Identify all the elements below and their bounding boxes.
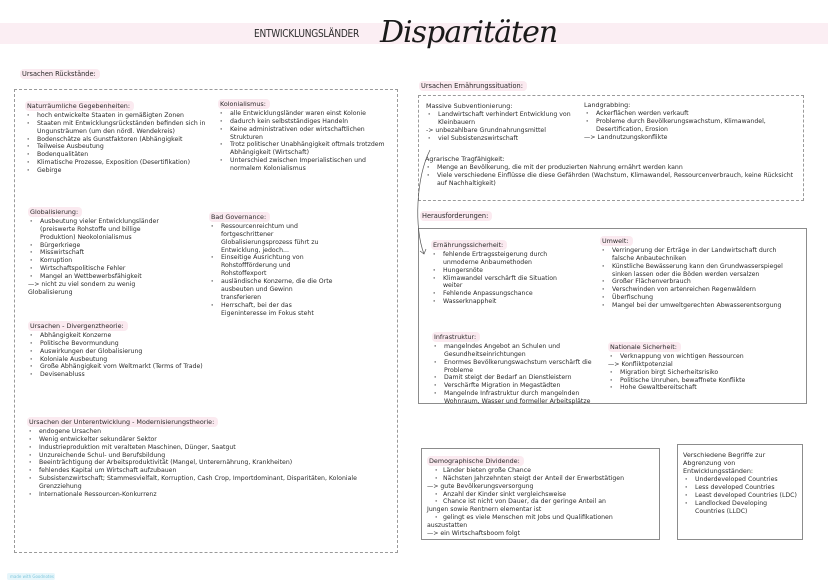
- arrow-text: —> ein Wirtschaftsboom folgt: [427, 530, 521, 538]
- list-item: · Verschwinden von artenreichen Regenwäldern: [600, 286, 800, 294]
- list-item: · Verringerung der Erträge in der Landwirtschaft durch falsche Anbautechniken: [600, 247, 800, 263]
- modernisierungstheorie-block: [27, 417, 389, 499]
- list-item: · viel Subsistenzswirtschaft: [426, 135, 586, 143]
- list-item: · Ausbeutung vieler Entwicklungsländer (preiswerte Rohstoffe und billige Produktion) Neokolonialismus: [28, 218, 178, 242]
- list-item: · Fehlende Anpassungschance: [431, 290, 566, 298]
- list-item: · Länder bieten große Chance: [427, 467, 657, 475]
- section-label-ursachen-rueckstaende: Ursachen Rückstände:: [20, 69, 100, 79]
- list-item: · Damit steigt der Bedarf an Dienstleistern: [432, 374, 602, 382]
- list-item: · Überfischung: [600, 294, 800, 302]
- list-item: · Hohe Gewaltbereitschaft: [608, 384, 798, 392]
- divergenztheorie-block: [28, 321, 248, 379]
- list-item: · Mangel an Wettbewerbsfähigkeit: [28, 273, 178, 281]
- list-item: · Enormes Bevölkerungswachstum verschärft die Probleme: [432, 359, 602, 375]
- modernisierungstheorie-heading: Ursachen der Unterentwicklung - Modernisierungstheorie:: [27, 417, 218, 427]
- list-item: · Menge an Bevölkerung, die mit der produzierten Nahrung ernährt werden kann: [425, 164, 800, 172]
- list-item: · Bodenschätze als Gunstfaktoren (Abhängigkeit: [25, 136, 210, 144]
- list-item: · Subsistenzwirtschaft; Stammesvielfalt, Korruption, Cash Crop, Importdominant, Disparitäten, Koloniale Grenzziehung: [27, 475, 389, 491]
- list-item: · Mangelnde Infrastruktur durch mangelnden Wohnraum, Wasser und formeller Arbeitsplätze: [432, 390, 602, 406]
- list-item: · Bürgerkriege: [28, 242, 178, 250]
- list-item: · Industrieproduktion mit veralteten Maschinen, Dünger, Saatgut: [27, 444, 389, 452]
- list-item: · Nächsten Jahrzehnten steigt der Anteil der Erwerbstätigen: [427, 475, 657, 483]
- list-item: · Koloniale Ausbeutung: [28, 356, 248, 364]
- ernaehrungssicherheit-block: [431, 240, 566, 306]
- list-item: · Staaten mit Entwicklungsrückständen befinden sich in Ungunsträumen (um den nördl. Wendekreis): [25, 120, 210, 136]
- naturraum-block: [25, 101, 210, 175]
- dividende-heading: Demographische Dividende:: [427, 456, 524, 466]
- list-item: · Chance ist nicht von Dauer, da der geringe Anteil an: [427, 498, 657, 506]
- list-item: · Verknappung von wichtigen Ressourcen: [608, 353, 798, 361]
- globalisierung-heading: Globalisierung:: [28, 207, 82, 217]
- divergenztheorie-heading: Ursachen - Divergenztheorie:: [28, 321, 128, 331]
- list-item: · Wasserknappheit: [431, 298, 566, 306]
- section-label-herausforderungen: Herausforderungen:: [420, 211, 492, 221]
- list-item: · Einseitige Ausrichtung von Rohstoffförderung und Rohstoffexport: [209, 254, 334, 278]
- globalisierung-block: [28, 207, 178, 297]
- list-item: · Ackerflächen werden verkauft: [584, 110, 794, 118]
- section-label-ernaehrungssituation: Ursachen Ernährungssituation:: [419, 81, 527, 91]
- subventionierung-heading: Massive Subventionierung:: [426, 102, 513, 110]
- list-item: · Ressourcenreichtum und fortgeschrittener Globalisierungsprozess führt zu Entwicklung, jedoch...: [209, 223, 334, 255]
- list-item: · hoch entwickelte Staaten in gemäßigten Zonen: [25, 112, 210, 120]
- list-item: · Internationale Ressourcen-Konkurrenz: [27, 491, 389, 499]
- list-item: · gelingt es viele Menschen mit Jobs und Qualifikationen: [427, 514, 657, 522]
- infrastruktur-block: [432, 332, 602, 406]
- list-item: · Bodenqualitäten: [25, 151, 210, 159]
- list-item: · fehlendes Kapital um Wirtschaft aufzubauen: [27, 467, 389, 475]
- list-item: · alle Entwicklungsländer waren einst Kolonie: [218, 110, 390, 118]
- list-item: · Unzureichende Schul- und Berufsbildung: [27, 452, 389, 460]
- list-item: · Verschärfte Migration in Megastädten: [432, 382, 602, 390]
- begriffe-block: [683, 451, 798, 516]
- list-item: · Klimawandel verschärft die Situation weiter: [431, 275, 566, 291]
- list-item: · Politische Bevormundung: [28, 340, 248, 348]
- arrow-text: —> Konfliktpotenzial: [608, 360, 673, 368]
- bad-governance-block: [209, 212, 334, 318]
- list-item: · mangelndes Angebot an Schulen und Gesundheitseinrichtungen: [432, 343, 602, 359]
- arrow-text: -> unbezahlbare Grundnahrungsmittel: [426, 126, 546, 134]
- list-item: · Misswirtschaft: [28, 249, 178, 257]
- bad-governance-heading: Bad Governance:: [209, 212, 270, 222]
- arrow-text: —> gute Bevölkerungsversorgung: [427, 482, 534, 490]
- list-item: · Probleme durch Bevölkerungswachstum, Klimawandel, Desertification, Erosion: [584, 118, 794, 134]
- list-item: · ausländische Konzerne, die die Orte ausbeuten und Gewinn transferieren: [209, 278, 334, 302]
- kolonialismus-heading: Kolonialismus:: [218, 99, 270, 109]
- list-item: · dadurch kein selbstständiges Handeln: [218, 118, 390, 126]
- list-item: · Wenig entwickelter sekundärer Sektor: [27, 436, 389, 444]
- goodnotes-watermark: made with Goodnotes: [7, 573, 55, 580]
- list-item: · Devisenabluss: [28, 371, 248, 379]
- page-subtitle: ENTWICKLUNGSLÄNDER: [254, 27, 360, 40]
- tragfaehigkeit-heading: Agrarische Tragfähigkeit:: [425, 155, 505, 163]
- landgrabbing-block: [584, 101, 794, 141]
- umwelt-block: [600, 236, 800, 310]
- list-item: · Landwirtschaft verhindert Entwicklung von Kleinbauern: [426, 111, 586, 127]
- list-item: · Least developed Countries (LDC): [683, 492, 798, 500]
- list-item: · Trotz politischer Unabhängigkeit oftmals trotzdem Abhängigkeit (Wirtschaft): [218, 141, 390, 157]
- list-item: · Viele verschiedene Einflüsse die diese Gefährden (Wachstum, Klimawandel, Ressourcenverbrauch, keine Rücksicht auf Nachhaltigkeit): [425, 172, 800, 188]
- list-item: · Beeinträchtigung der Arbeitsproduktivität (Mangel, Unterernährung, Krankheiten): [27, 459, 389, 467]
- list-item: · Unterschied zwischen Imperialistischen und normalem Kolonialismus: [218, 157, 390, 173]
- tragfaehigkeit-block: [425, 155, 800, 188]
- list-item: · Teilweise Ausbeutung: [25, 143, 210, 151]
- list-item: · Hungersnöte: [431, 267, 566, 275]
- conclusion-text: —> nicht zu viel sondern zu wenig Globalisierung: [28, 281, 136, 297]
- list-item: · Abhängigkeit Konzerne: [28, 332, 248, 340]
- list-item: · endogene Ursachen: [27, 428, 389, 436]
- list-item: · Politische Unruhen, bewaffnete Konflikte: [608, 377, 798, 385]
- naturraum-heading: Naturräumliche Gegebenheiten:: [25, 101, 134, 111]
- list-item: · Mangel bei der umweltgerechten Abwasserentsorgung: [600, 302, 800, 310]
- page-title: Disparitäten: [380, 15, 558, 50]
- list-item: · Anzahl der Kinder sinkt vergleichsweise: [427, 491, 657, 499]
- list-item: · Landlocked Developing Countries (LLDC): [683, 500, 798, 516]
- landgrabbing-heading: Landgrabbing:: [584, 101, 631, 109]
- list-item: · Migration birgt Sicherheitsrisiko: [608, 369, 798, 377]
- continuation-text: Jungen sowie Rentnern elementar ist: [427, 506, 542, 514]
- list-item: · Großer Flächenverbrauch: [600, 278, 800, 286]
- conclusion-text: —> Landnutzungskonflikte: [584, 133, 668, 141]
- list-item: · Gebirge: [25, 167, 210, 175]
- list-item: · fehlende Ertragssteigerung durch unmoderne Anbaumethoden: [431, 251, 566, 267]
- dividende-block: [427, 456, 657, 538]
- ernaehrungssicherheit-heading: Ernährungssicherheit:: [431, 240, 507, 250]
- continuation-text: auszustatten: [427, 522, 468, 530]
- subventionierung-block: [426, 102, 586, 142]
- nationale-sicherheit-heading: Nationale Sicherheit:: [608, 342, 681, 352]
- list-item: · Klimatische Prozesse, Exposition (Desertifikation): [25, 159, 210, 167]
- list-item: · Keine administrativen oder wirtschaftlichen Strukturen: [218, 126, 390, 142]
- list-item: · Künstliche Bewässerung kann den Grundwasserspiegel sinken lassen oder die Böden werden versalzen: [600, 263, 800, 279]
- nationale-sicherheit-block: [608, 342, 798, 392]
- list-item: · Große Abhängigkeit vom Weltmarkt (Terms of Trade): [28, 363, 248, 371]
- list-item: · Korruption: [28, 257, 178, 265]
- infrastruktur-heading: Infrastruktur:: [432, 332, 480, 342]
- begriffe-heading: Verschiedene Begriffe zur Abgrenzung von Entwicklungsständen:: [683, 451, 766, 476]
- list-item: · Less developed Countries: [683, 484, 798, 492]
- kolonialismus-block: [218, 99, 390, 173]
- list-item: · Herrschaft, bei der das Eigeninteresse im Fokus steht: [209, 302, 334, 318]
- list-item: · Wirtschaftspolitische Fehler: [28, 265, 178, 273]
- list-item: · Underdeveloped Countries: [683, 476, 798, 484]
- umwelt-heading: Umwelt:: [600, 236, 633, 246]
- list-item: · Auswirkungen der Globalisierung: [28, 348, 248, 356]
